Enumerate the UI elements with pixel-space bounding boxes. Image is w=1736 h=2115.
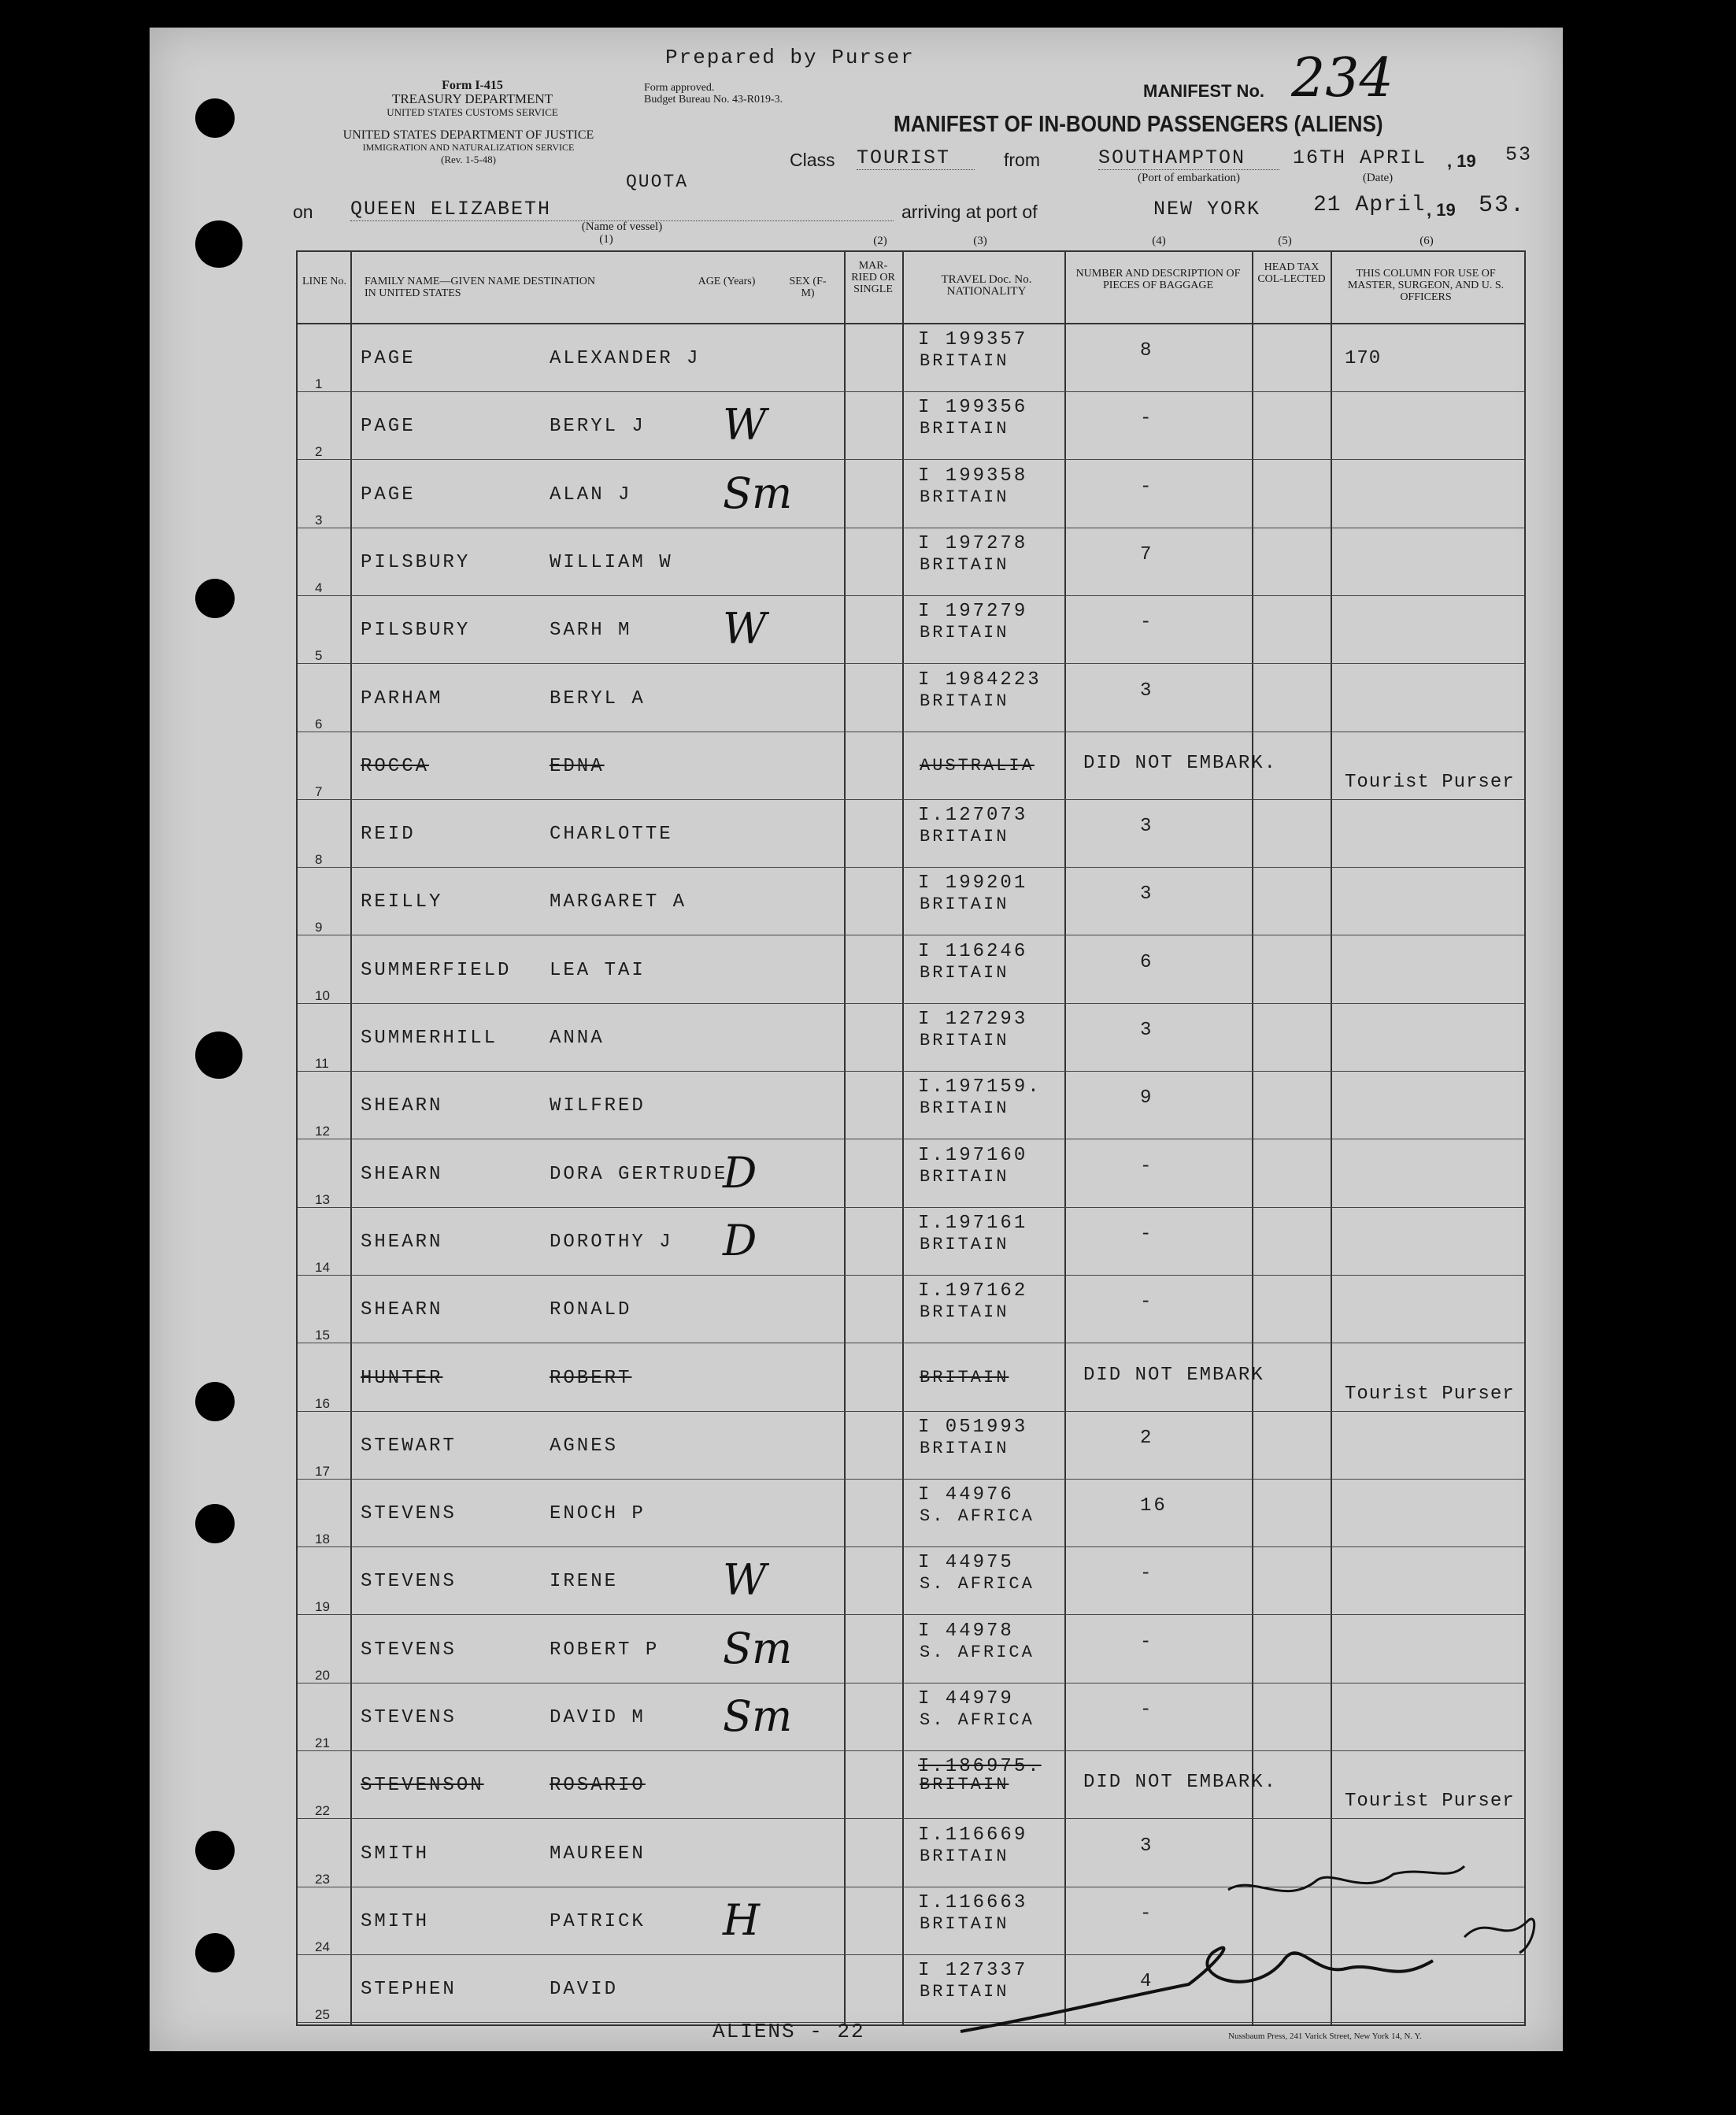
handwritten-mark: Sm: [723, 1623, 793, 1673]
family-name: ROCCA: [361, 755, 430, 777]
line-number: 9: [315, 920, 323, 935]
line-number: 6: [315, 716, 323, 732]
given-name: ROSARIO: [550, 1775, 646, 1797]
officer-note: Tourist Purser: [1345, 771, 1515, 793]
given-name: ROBERT: [550, 1367, 632, 1389]
line-number: 13: [315, 1191, 330, 1207]
table-row: [298, 1140, 1524, 1209]
travel-doc-number: I 127337: [918, 1960, 1028, 1982]
line-number: 21: [315, 1735, 330, 1750]
handwritten-mark: W: [723, 1555, 767, 1606]
col-number-5: (5): [1278, 235, 1292, 247]
baggage-count: -: [1140, 1631, 1154, 1653]
table-row: [298, 800, 1524, 869]
line-number: 20: [315, 1667, 330, 1683]
baggage-count: -: [1140, 1563, 1154, 1585]
baggage-count: -: [1140, 476, 1154, 498]
table-row: [298, 868, 1524, 936]
arrival-year: 53.: [1479, 192, 1527, 219]
quota-label: QUOTA: [626, 172, 689, 192]
customs-service: UNITED STATES CUSTOMS SERVICE: [387, 106, 558, 118]
form-approved: Form approved.: [644, 82, 715, 94]
given-name: ALAN J: [550, 483, 632, 506]
baggage-count: -: [1140, 408, 1154, 430]
family-name: SUMMERHILL: [361, 1028, 498, 1049]
nationality: BRITAIN: [920, 554, 1009, 575]
officer-note: Tourist Purser: [1345, 1791, 1515, 1813]
travel-doc-number: I 199201: [918, 872, 1028, 895]
handwritten-mark: D: [723, 1147, 757, 1198]
table-row: [298, 1616, 1524, 1684]
nationality: BRITAIN: [920, 351, 1009, 371]
nationality: AUSTRALIA: [920, 755, 1035, 776]
binder-hole: [195, 220, 242, 268]
given-name: DAVID: [550, 1979, 619, 2001]
revision: (Rev. 1-5-48): [441, 154, 496, 165]
vessel-name: QUEEN ELIZABETH: [350, 198, 894, 221]
line-number: 23: [315, 1871, 330, 1887]
given-name: WILLIAM W: [550, 551, 673, 573]
line-number: 1: [315, 376, 323, 391]
travel-doc-number: I.116663: [918, 1891, 1028, 1913]
header-line-no: LINE No.: [302, 276, 346, 287]
line-number: 19: [315, 1599, 330, 1615]
binder-hole: [195, 1504, 235, 1543]
baggage-count: 3: [1140, 680, 1154, 702]
baggage-count: 3: [1140, 1835, 1154, 1857]
nationality: BRITAIN: [920, 1031, 1009, 1050]
travel-doc-number: I 051993: [918, 1416, 1028, 1438]
printer-imprint: Nussbaum Press, 241 Varick Street, New York 14, N. Y.: [1228, 2032, 1422, 2041]
line-number: 2: [315, 444, 323, 460]
port-embark-caption: (Port of embarkation): [1138, 172, 1240, 184]
nationality: BRITAIN: [920, 1302, 1009, 1323]
baggage-count: 9: [1140, 1087, 1154, 1109]
given-name: LEA TAI: [550, 959, 646, 981]
travel-doc-number: I.197160: [918, 1144, 1028, 1166]
table-row: [298, 1344, 1524, 1413]
col-number-4: (4): [1152, 235, 1166, 247]
from-label: from: [1004, 150, 1040, 170]
given-name: DORA GERTRUDE: [550, 1163, 728, 1185]
nationality: BRITAIN: [920, 1234, 1009, 1254]
nationality: S. AFRICA: [920, 1506, 1035, 1527]
family-name: SHEARN: [361, 1163, 443, 1185]
family-name: STEVENS: [361, 1707, 457, 1728]
travel-doc-number: I.197161: [918, 1212, 1028, 1234]
travel-doc-number: I 199358: [918, 465, 1028, 487]
handwritten-mark: D: [723, 1215, 757, 1265]
table-row: [298, 461, 1524, 529]
line-number: 10: [315, 987, 330, 1003]
arrival-year-prefix: , 19: [1427, 200, 1456, 220]
table-row: [298, 528, 1524, 597]
baggage-count: -: [1140, 1699, 1154, 1721]
family-name: REID: [361, 824, 416, 846]
given-name: ANNA: [550, 1028, 605, 1049]
family-name: STEVENSON: [361, 1775, 484, 1797]
date-caption: (Date): [1362, 172, 1394, 184]
family-name: PARHAM: [361, 687, 443, 709]
family-name: REILLY: [361, 891, 443, 913]
travel-doc-number: I.127073: [918, 805, 1028, 827]
baggage-count: 8: [1140, 340, 1154, 361]
nationality: BRITAIN: [920, 1367, 1009, 1387]
header-baggage: NUMBER AND DESCRIPTION OF PIECES OF BAGGAGE: [1075, 268, 1241, 291]
baggage-count: -: [1140, 612, 1154, 634]
manifest-label: MANIFEST No.: [1143, 81, 1264, 101]
nationality: BRITAIN: [920, 487, 1009, 507]
travel-doc-number: I 199356: [918, 397, 1028, 419]
handwritten-mark: Sm: [723, 468, 793, 518]
travel-doc-number: I.186975.: [918, 1756, 1042, 1778]
given-name: ENOCH P: [550, 1503, 646, 1525]
family-name: SMITH: [361, 1843, 430, 1865]
given-name: ALEXANDER J: [550, 348, 701, 369]
col-number-2: (2): [873, 235, 887, 247]
travel-doc-number: I.197159.: [918, 1076, 1042, 1098]
line-number: 4: [315, 580, 323, 595]
given-name: DAVID M: [550, 1707, 646, 1728]
family-name: SHEARN: [361, 1095, 443, 1117]
nationality: S. AFRICA: [920, 1710, 1035, 1730]
embark-status: DID NOT EMBARK.: [1083, 1772, 1278, 1794]
nationality: BRITAIN: [920, 1982, 1009, 2002]
arrival-date: 21 April: [1313, 193, 1426, 217]
family-name: SUMMERFIELD: [361, 959, 512, 981]
baggage-count: -: [1140, 1223, 1154, 1245]
family-name: PILSBURY: [361, 551, 471, 573]
line-number: 22: [315, 1803, 330, 1819]
line-number: 14: [315, 1259, 330, 1275]
port-of-embarkation: SOUTHAMPTON: [1098, 146, 1279, 170]
departure-date: 16TH APRIL: [1293, 146, 1427, 169]
given-name: ROBERT P: [550, 1639, 660, 1661]
family-name: SMITH: [361, 1910, 430, 1932]
nationality: BRITAIN: [920, 1166, 1009, 1187]
family-name: SHEARN: [361, 1231, 443, 1253]
travel-doc-number: I 197279: [918, 601, 1028, 623]
departure-year: 53: [1505, 143, 1533, 166]
family-name: STEVENS: [361, 1639, 457, 1661]
handwritten-mark: W: [723, 604, 767, 654]
table-row: [298, 1276, 1524, 1344]
nationality: BRITAIN: [920, 827, 1009, 847]
line-number: 12: [315, 1124, 330, 1139]
travel-doc-number: I 44979: [918, 1688, 1014, 1709]
binder-hole: [195, 1032, 242, 1079]
aliens-count: ALIENS - 22: [713, 2020, 865, 2043]
col-number-3: (3): [973, 235, 987, 247]
table-row: [298, 1751, 1524, 1820]
family-name: PAGE: [361, 483, 416, 506]
table-row: [298, 1480, 1524, 1548]
nationality: S. AFRICA: [920, 1642, 1035, 1662]
nationality: BRITAIN: [920, 962, 1009, 983]
baggage-count: 3: [1140, 1020, 1154, 1041]
nationality: BRITAIN: [920, 419, 1009, 439]
nationality: BRITAIN: [920, 1846, 1009, 1866]
travel-doc-number: I 44975: [918, 1552, 1014, 1574]
binder-hole: [195, 1382, 235, 1421]
baggage-count: -: [1140, 1155, 1154, 1177]
arrival-port: NEW YORK: [1153, 198, 1261, 220]
table-row: [298, 1208, 1524, 1276]
class-value: TOURIST: [857, 146, 975, 170]
family-name: STEVENS: [361, 1571, 457, 1593]
given-name: BERYL J: [550, 416, 646, 438]
baggage-count: 6: [1140, 951, 1154, 973]
baggage-count: 2: [1140, 1427, 1154, 1449]
baggage-count: 4: [1140, 1971, 1154, 1993]
vessel-col-number: (1): [599, 233, 613, 246]
travel-doc-number: I 116246: [918, 940, 1028, 962]
officer-note: Tourist Purser: [1345, 1383, 1515, 1405]
embark-status: DID NOT EMBARK: [1083, 1364, 1264, 1386]
header-name: FAMILY NAME—GIVEN NAME DESTINATION IN UNITED STATES: [365, 276, 595, 299]
family-name: STEWART: [361, 1435, 457, 1457]
nationality: BRITAIN: [920, 1098, 1009, 1119]
baggage-count: 3: [1140, 883, 1154, 906]
handwritten-signature: [953, 1843, 1551, 2047]
vessel-caption: (Name of vessel): [581, 220, 663, 233]
manifest-title: MANIFEST OF IN-BOUND PASSENGERS (ALIENS): [894, 112, 1383, 137]
class-label: Class: [790, 150, 835, 170]
given-name: AGNES: [550, 1435, 619, 1457]
given-name: RONALD: [550, 1299, 632, 1321]
given-name: WILFRED: [550, 1095, 646, 1117]
table-row: [298, 1412, 1524, 1480]
nationality: BRITAIN: [920, 623, 1009, 643]
department-of-justice: UNITED STATES DEPARTMENT OF JUSTICE: [342, 128, 594, 142]
table-row: [298, 936, 1524, 1005]
travel-doc-number: I 197278: [918, 532, 1028, 554]
treasury-department: TREASURY DEPARTMENT: [391, 91, 553, 106]
given-name: IRENE: [550, 1571, 619, 1593]
baggage-count: -: [1140, 1291, 1154, 1313]
given-name: DOROTHY J: [550, 1231, 673, 1253]
passenger-table: [296, 250, 1526, 2026]
manifest-number: 234: [1291, 47, 1394, 109]
nationality: BRITAIN: [920, 1438, 1009, 1458]
travel-doc-number: I 44976: [918, 1484, 1014, 1506]
line-number: 18: [315, 1532, 330, 1547]
table-row: [298, 1004, 1524, 1072]
table-row: [298, 732, 1524, 801]
departure-year-prefix: , 19: [1447, 151, 1476, 171]
travel-doc-number: I 44978: [918, 1620, 1014, 1642]
nationality: BRITAIN: [920, 1913, 1009, 1934]
handwritten-mark: W: [723, 400, 767, 450]
family-name: PILSBURY: [361, 620, 471, 642]
line-number: 24: [315, 1939, 330, 1954]
nationality: BRITAIN: [920, 895, 1009, 915]
travel-doc-number: I 1984223: [918, 669, 1042, 691]
header-head-tax: HEAD TAX COL-LECTED: [1257, 261, 1326, 285]
table-row: [298, 1683, 1524, 1752]
baggage-count: 3: [1140, 816, 1154, 838]
table-row: [298, 1072, 1524, 1140]
header-age: AGE (Years): [698, 276, 756, 287]
col-number-6: (6): [1420, 235, 1434, 247]
ins: IMMIGRATION AND NATURALIZATION SERVICE: [362, 142, 575, 153]
officer-note: 170: [1345, 348, 1382, 369]
header-married: MAR-RIED OR SINGLE: [851, 260, 895, 295]
line-number: 11: [315, 1056, 329, 1071]
nationality: BRITAIN: [920, 1775, 1009, 1795]
binder-hole: [195, 98, 235, 138]
travel-doc-number: I 199357: [918, 329, 1028, 350]
header-officers-column: THIS COLUMN FOR USE OF MASTER, SURGEON, AND U. S. OFFICERS: [1347, 268, 1505, 303]
table-row: [298, 1547, 1524, 1616]
table-row: [298, 324, 1524, 393]
given-name: CHARLOTTE: [550, 824, 673, 846]
given-name: PATRICK: [550, 1910, 646, 1932]
travel-doc-number: I.197162: [918, 1280, 1028, 1302]
table-row: [298, 392, 1524, 461]
given-name: BERYL A: [550, 687, 646, 709]
binder-hole: [195, 1831, 235, 1870]
line-number: 25: [315, 2007, 330, 2023]
family-name: HUNTER: [361, 1367, 443, 1389]
given-name: SARH M: [550, 620, 632, 642]
family-name: SHEARN: [361, 1299, 443, 1321]
travel-doc-number: I.116669: [918, 1824, 1028, 1846]
nationality: BRITAIN: [920, 691, 1009, 711]
arriving-label: arriving at port of: [901, 202, 1038, 222]
given-name: MAUREEN: [550, 1843, 646, 1865]
baggage-count: 16: [1140, 1495, 1168, 1517]
table-row: [298, 596, 1524, 665]
handwritten-mark: H: [723, 1895, 761, 1945]
baggage-count: -: [1140, 1902, 1154, 1924]
family-name: STEVENS: [361, 1503, 457, 1525]
prepared-by: Prepared by Purser: [665, 46, 915, 69]
table-row: [298, 665, 1524, 733]
nationality: S. AFRICA: [920, 1574, 1035, 1595]
line-number: 16: [315, 1395, 330, 1411]
embark-status: DID NOT EMBARK.: [1083, 752, 1278, 774]
budget-bureau: Budget Bureau No. 43-R019-3.: [644, 94, 783, 106]
family-name: PAGE: [361, 416, 416, 438]
baggage-count: 7: [1140, 543, 1154, 565]
line-number: 7: [315, 783, 323, 799]
family-name: PAGE: [361, 348, 416, 369]
line-number: 5: [315, 648, 323, 664]
binder-hole: [195, 1933, 235, 1972]
header-travel-doc: TRAVEL Doc. No. NATIONALITY: [941, 273, 1032, 298]
line-number: 17: [315, 1463, 330, 1479]
handwritten-mark: Sm: [723, 1691, 793, 1741]
given-name: MARGARET A: [550, 891, 687, 913]
header-sex: SEX (F-M): [789, 276, 827, 299]
line-number: 15: [315, 1328, 330, 1343]
binder-hole: [195, 579, 235, 618]
family-name: STEPHEN: [361, 1979, 457, 2001]
line-number: 8: [315, 852, 323, 868]
on-label: on: [293, 202, 313, 222]
form-number: Form I-415: [442, 79, 503, 92]
travel-doc-number: I 127293: [918, 1009, 1028, 1030]
given-name: EDNA: [550, 755, 605, 777]
line-number: 3: [315, 512, 323, 528]
